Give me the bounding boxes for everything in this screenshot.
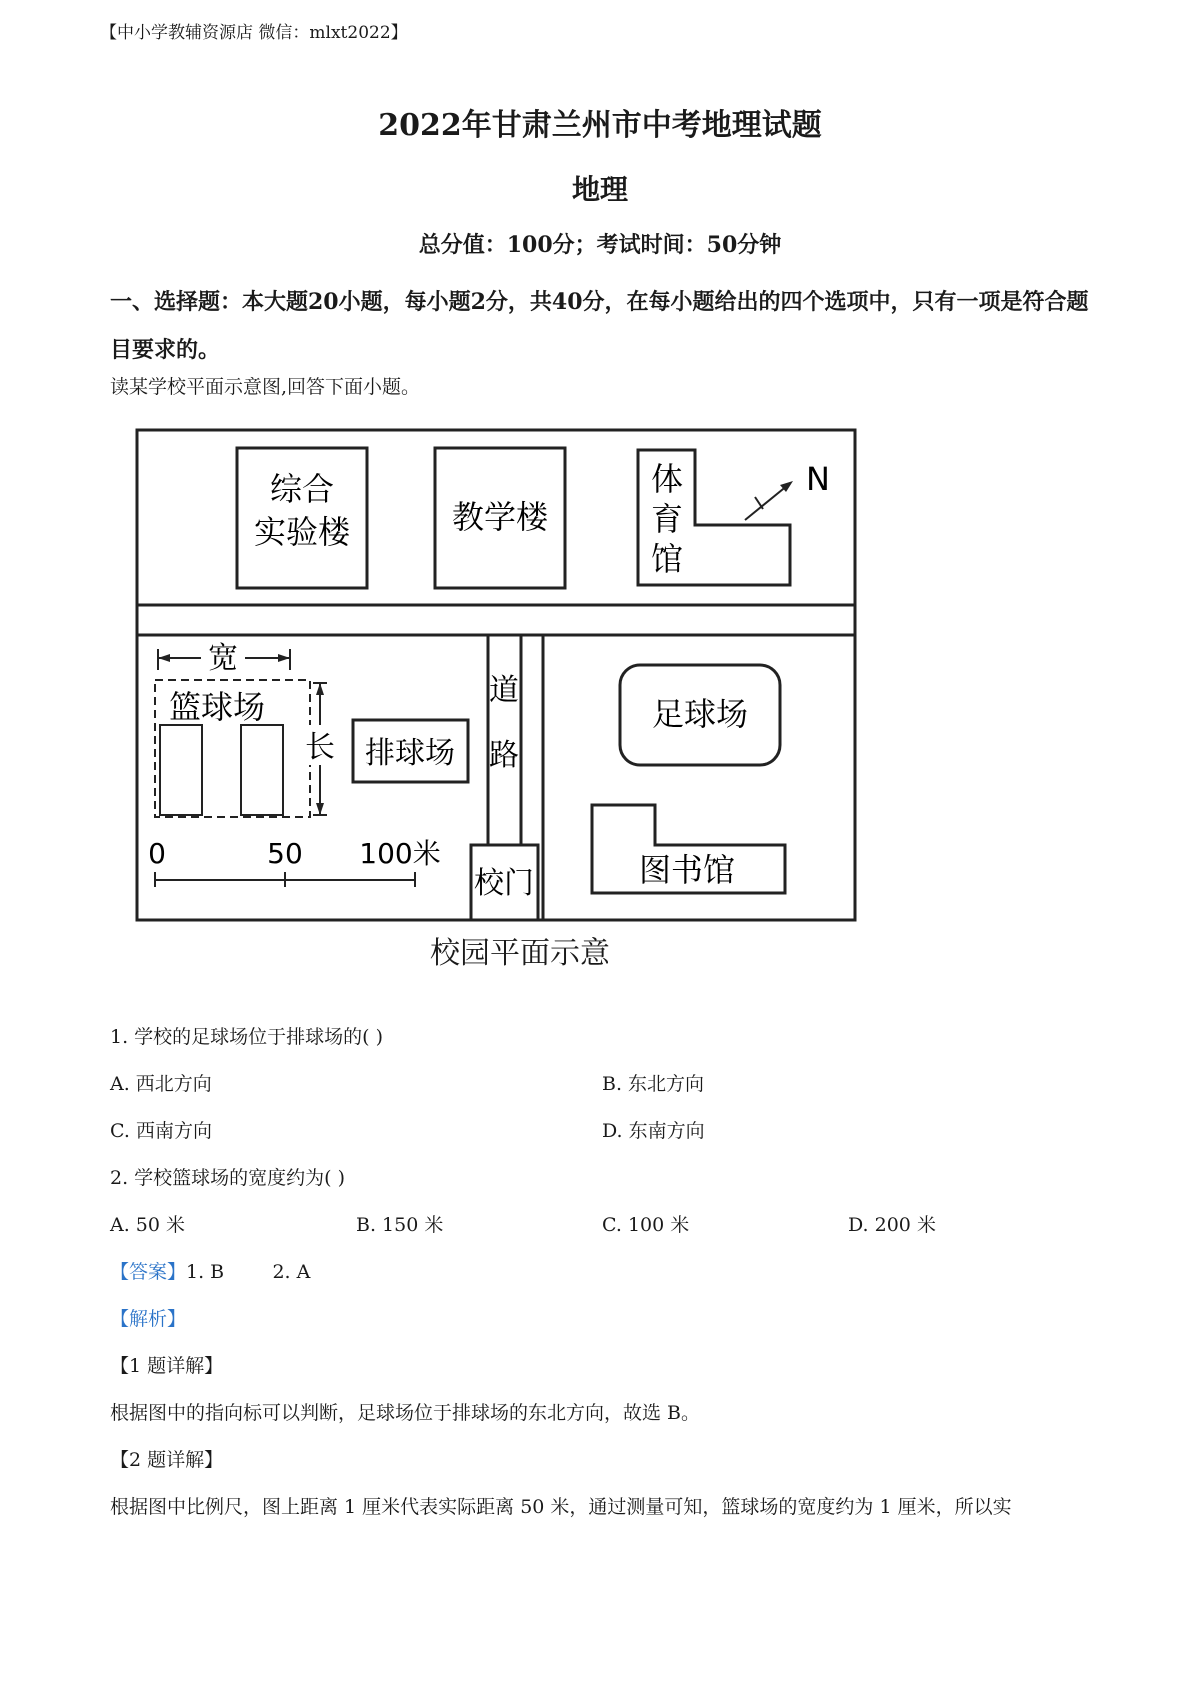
- gym-label-1: 体: [650, 460, 684, 498]
- question-2: 2. 学校篮球场的宽度约为( ): [110, 1167, 346, 1189]
- road-label-2: 路: [489, 738, 519, 773]
- q1-option-c: C. 西南方向: [110, 1120, 212, 1142]
- detail-1-text: 根据图中的指向标可以判断，足球场位于排球场的东北方向，故选 B。: [110, 1402, 701, 1424]
- north-arrow-icon: [745, 481, 793, 520]
- q2-option-b: B. 150 米: [356, 1214, 444, 1236]
- section-heading: 一、选择题：本大题20小题，每小题2分，共40分，在每小题给出的四个选项中，只有一项是符合题目要求的。: [110, 289, 1089, 363]
- lab-label-1: 综合: [269, 470, 335, 508]
- q1-option-a: A. 西北方向: [110, 1073, 212, 1095]
- scale-end: 100米: [359, 837, 441, 870]
- scale-mid: 50: [267, 837, 303, 870]
- q2-option-a: A. 50 米: [110, 1214, 186, 1236]
- length-label: 长: [305, 730, 335, 765]
- gym-label-2: 育: [650, 500, 684, 538]
- north-label: N: [806, 460, 830, 498]
- scale-zero: 0: [148, 837, 166, 870]
- library-label: 图书馆: [638, 851, 736, 889]
- q2-option-c: C. 100 米: [602, 1214, 690, 1236]
- figure-caption: 校园平面示意: [430, 936, 610, 971]
- question-1: 1. 学校的足球场位于排球场的( ): [110, 1026, 384, 1048]
- q2-option-d: D. 200 米: [848, 1214, 936, 1236]
- answer-row: [110, 1257, 310, 1284]
- answer-text: 1. B 2. A: [186, 1261, 311, 1283]
- gym-label-3: 馆: [650, 540, 684, 578]
- answer-label: 【答案】: [110, 1261, 187, 1283]
- basketball-label: 篮球场: [168, 688, 266, 726]
- gate-label: 校门: [474, 866, 534, 901]
- width-label: 宽: [208, 641, 238, 676]
- q1-option-b: B. 东北方向: [602, 1073, 705, 1095]
- q1-option-d: D. 东南方向: [602, 1120, 705, 1142]
- road-label-1: 道: [489, 673, 519, 708]
- score-info: 总分值：100分；考试时间：50分钟: [418, 232, 782, 258]
- detail-1-label: 【1 题详解】: [110, 1355, 224, 1377]
- header-note: 【中小学教辅资源店 微信：mlxt2022】: [100, 23, 408, 43]
- intro-text: 读某学校平面示意图,回答下面小题。: [110, 376, 421, 398]
- basketball-court-right: [241, 725, 283, 815]
- basketball-court-left: [160, 725, 202, 815]
- analysis-label: 【解析】: [110, 1308, 187, 1330]
- subject-heading: 地理: [571, 173, 628, 206]
- page-title: 2022年甘肃兰州市中考地理试题: [378, 108, 822, 143]
- campus-map-figure: [135, 425, 865, 949]
- detail-2-label: 【2 题详解】: [110, 1449, 224, 1471]
- football-label: 足球场: [651, 695, 749, 733]
- lab-label-2: 实验楼: [253, 513, 351, 551]
- teaching-label: 教学楼: [451, 498, 549, 536]
- volleyball-label: 排球场: [365, 736, 455, 771]
- detail-2-text: 根据图中比例尺，图上距离 1 厘米代表实际距离 50 米，通过测量可知，篮球场的宽度约为 1 厘米，所以实: [110, 1496, 1012, 1518]
